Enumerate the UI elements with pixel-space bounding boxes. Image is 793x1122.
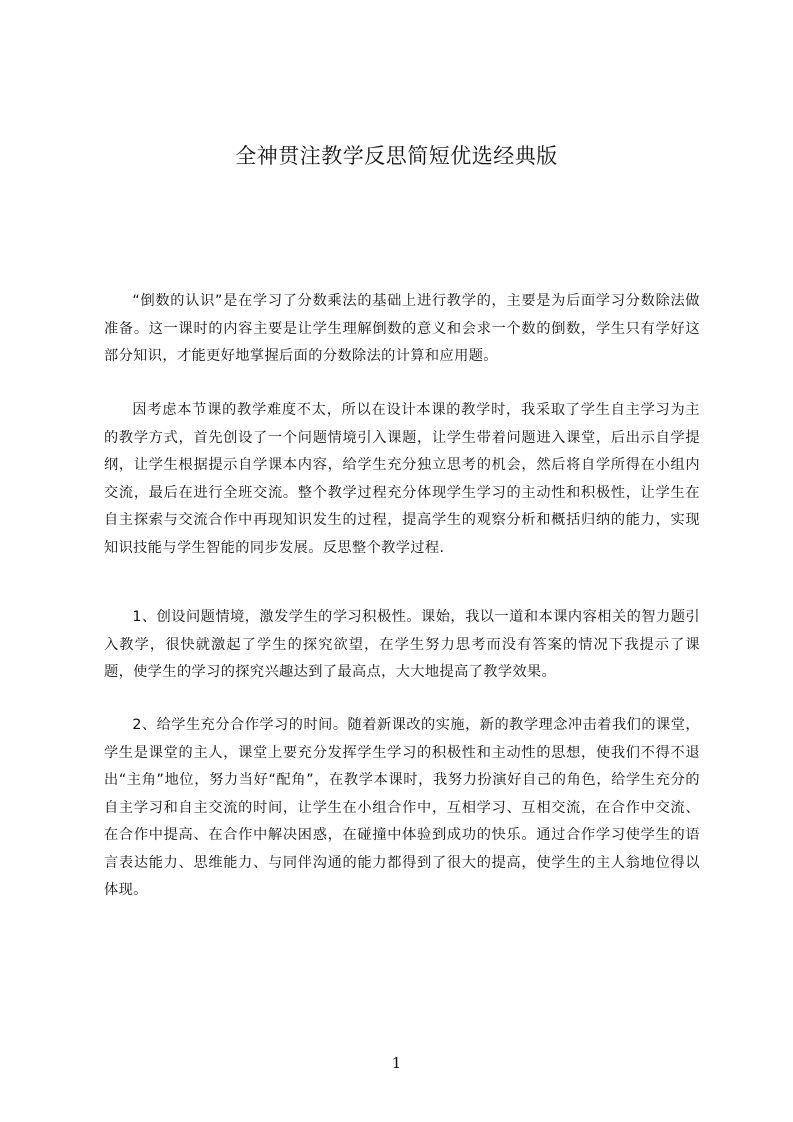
paragraph-3: 1、创设问题情境，激发学生的学习积极性。课始，我以一道和本课内容相关的智力题引入教学，很快就激起了学生的探究欲望，在学生努力思考而没有答案的情况下我提示了课题，使学生的学习的探究兴趣达到了最高点，大大地提高了教学效果。 [104, 609, 700, 680]
paragraph-4: 2、给学生充分合作学习的时间。随着新课改的实施，新的教学理念冲击着我们的课堂，学生是课堂的主人，课堂上要充分发挥学生学习的积极性和主动性的思想，使我们不得不退出“主角”地位，努力当好“配角”，在教学本课时，我努力扮演好自己的角色，给学生充分的自主学习和自主交流的时间，让学生在小组合作中，互相学习、互相交流，在合作中交流、在合作中提高、在合作中解决困惑，在碰撞中体验到成功的快乐。通过合作学习使学生的语言表达能力、思维能力、与同伴沟通的能力都得到了很大的提高，使学生的主人翁地位得以体现。 [104, 717, 700, 898]
document-title: 全神贯注教学反思简短优选经典版 [235, 144, 558, 168]
paragraph-2: 因考虑本节课的教学难度不太，所以在设计本课的教学时，我采取了学生自主学习为主的教学方式，首先创设了一个问题情境引入课题，让学生带着问题进入课堂，后出示自学提纲，让学生根据提示自学课本内容，给学生充分独立思考的机会，然后将自学所得在小组内交流，最后在进行全班交流。整个教学过程充分体现学生学习的主动性和积极性，让学生在自主探索与交流合作中再现知识发生的过程，提高学生的观察分析和概括归纳的能力，实现知识技能与学生智能的同步发展。反思整个教学过程. [104, 402, 700, 556]
paragraph-1: “倒数的认识”是在学习了分数乘法的基础上进行教学的，主要是为后面学习分数除法做准备。这一课时的内容主要是让学生理解倒数的意义和会求一个数的倒数，学生只有学好这部分知识，才能更好地掌握后面的分数除法的计算和应用题。 [104, 293, 700, 364]
page-number: 1 [391, 1054, 402, 1072]
